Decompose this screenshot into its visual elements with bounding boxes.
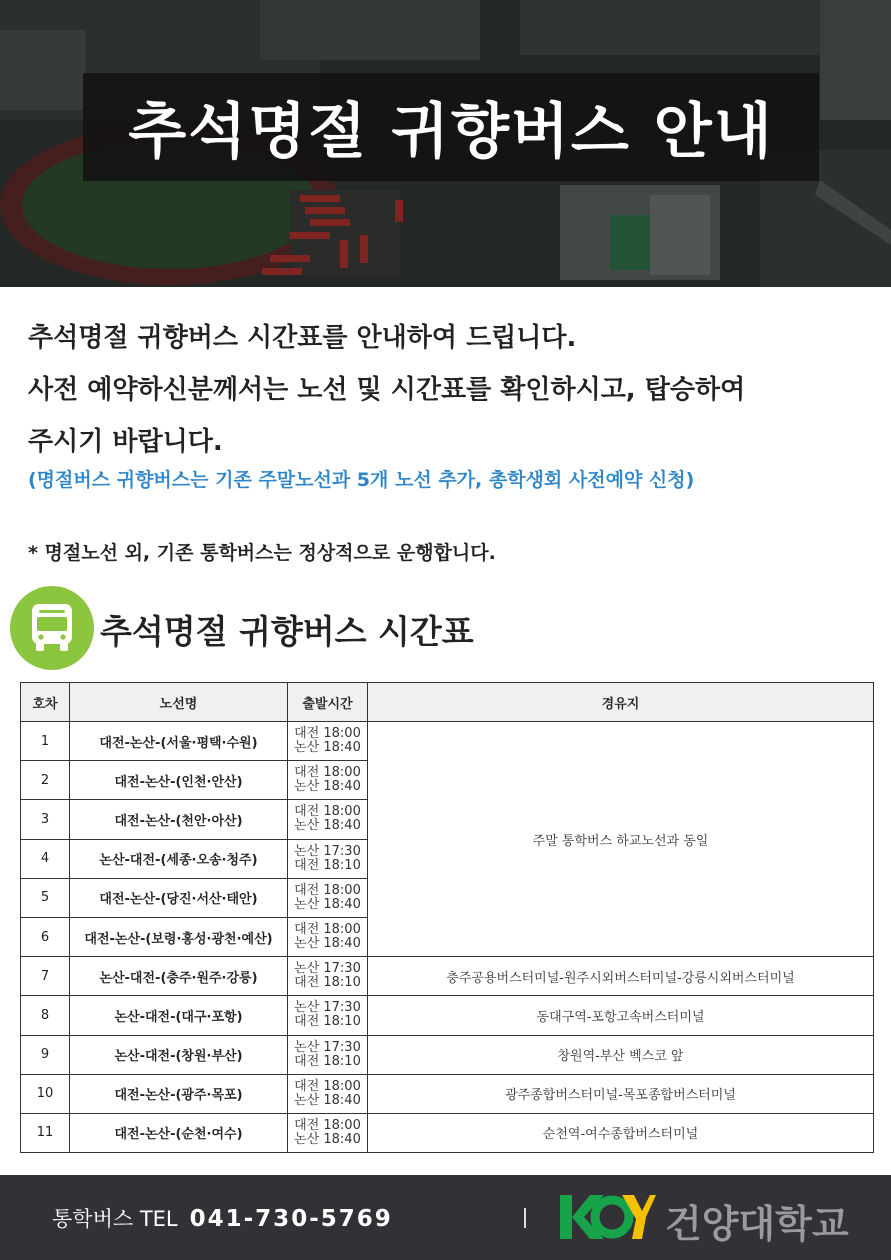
departure-time-2: 논산 18:40: [294, 779, 361, 795]
header-cell-via: 경유지: [368, 683, 874, 722]
departure-time: [288, 839, 368, 878]
bus-no: 9: [21, 1035, 70, 1074]
departure-time: [288, 800, 368, 839]
bus-no: 4: [21, 839, 70, 878]
departure-time-2: 논산 18:40: [294, 818, 361, 834]
via-stops: 광주종합버스터미널-목포종합버스터미널: [368, 1074, 874, 1113]
route-name: 논산-대전-(세종·오송·청주): [70, 839, 288, 878]
departure-time-2: 논산 18:40: [294, 896, 361, 912]
bus-no: 8: [21, 996, 70, 1035]
departure-time-1: 논산 17:30: [294, 1000, 361, 1016]
route-name: 대전-논산-(순천·여수): [70, 1113, 288, 1152]
header-cell-time: 출발시간: [288, 683, 368, 722]
departure-time-1: 대전 18:00: [294, 726, 361, 742]
bus-no: 6: [21, 917, 70, 956]
departure-time: [288, 1113, 368, 1152]
bus-no: 10: [21, 1074, 70, 1113]
departure-time-2: 대전 18:10: [294, 857, 361, 873]
intro-line-3: 주시기 바랍니다.: [28, 427, 223, 457]
departure-time-1: 대전 18:00: [294, 922, 361, 938]
departure-time-1: 대전 18:00: [294, 1078, 361, 1094]
route-name: 논산-대전-(충주·원주·강릉): [70, 957, 288, 996]
table-header-row: [21, 683, 874, 722]
departure-time: [288, 1074, 368, 1113]
footer-contact: [52, 1203, 393, 1233]
bus-no: 7: [21, 957, 70, 996]
route-name: 대전-논산-(광주·목포): [70, 1074, 288, 1113]
via-stops: 동대구역-포항고속버스터미널: [368, 996, 874, 1035]
bus-no: 11: [21, 1113, 70, 1152]
intro-sub-note: * 명절노선 외, 기존 통학버스는 정상적으로 운행합니다.: [28, 542, 496, 564]
intro-line-1: 추석명절 귀향버스 시간표를 안내하여 드립니다.: [28, 323, 577, 353]
departure-time-1: 대전 18:00: [294, 804, 361, 820]
bus-no: 2: [21, 761, 70, 800]
via-stops: 충주공용버스터미널-원주시외버스터미널-강릉시외버스터미널: [368, 957, 874, 996]
header-cell-no: 호차: [21, 683, 70, 722]
route-name: 대전-논산-(천안·아산): [70, 800, 288, 839]
departure-time-1: 논산 17:30: [294, 843, 361, 859]
route-name: 대전-논산-(서울·평택·수원): [70, 722, 288, 761]
departure-time-2: 대전 18:10: [294, 1053, 361, 1069]
bus-schedule-table: [20, 682, 874, 1153]
route-name: 대전-논산-(인천·안산): [70, 761, 288, 800]
bus-no: 5: [21, 878, 70, 917]
departure-time-2: 대전 18:10: [294, 1014, 361, 1030]
route-name: 대전-논산-(당진·서산·태안): [70, 878, 288, 917]
departure-time-1: 논산 17:30: [294, 1039, 361, 1055]
departure-time-1: 대전 18:00: [294, 765, 361, 781]
departure-time: [288, 878, 368, 917]
route-name: 논산-대전-(대구·포항): [70, 996, 288, 1035]
page-title: 추석명절 귀향버스 안내: [128, 97, 774, 167]
bus-no: 1: [21, 722, 70, 761]
departure-time-2: 논산 18:40: [294, 740, 361, 756]
shared-via-cell: 주말 통학버스 하교노선과 동일: [368, 722, 874, 957]
bus-icon: [10, 586, 94, 670]
table-row: [21, 1074, 874, 1113]
via-stops: 창원역-부산 벡스코 앞: [368, 1035, 874, 1074]
intro-section: [28, 312, 878, 565]
departure-time: [288, 957, 368, 996]
intro-line-2: 사전 예약하신분께서는 노선 및 시간표를 확인하시고, 탑승하여: [28, 375, 746, 405]
route-name: 대전-논산-(보령·홍성·광천·예산): [70, 917, 288, 956]
departure-time-2: 대전 18:10: [294, 975, 361, 991]
tel-number[interactable]: 041-730-5769: [189, 1206, 393, 1232]
departure-time: [288, 722, 368, 761]
footer-bar: [0, 1175, 891, 1260]
departure-time: [288, 996, 368, 1035]
departure-time-2: 논산 18:40: [294, 1131, 361, 1147]
departure-time-2: 논산 18:40: [294, 1092, 361, 1108]
footer-divider: [524, 1208, 526, 1228]
table-row: [21, 722, 874, 761]
table-row: [21, 1113, 874, 1152]
table-row: [21, 1035, 874, 1074]
university-name: 건양대학교: [665, 1202, 849, 1246]
departure-time-1: 논산 17:30: [294, 961, 361, 977]
route-name: 논산-대전-(창원·부산): [70, 1035, 288, 1074]
departure-time-1: 대전 18:00: [294, 882, 361, 898]
departure-time: [288, 761, 368, 800]
table-row: [21, 957, 874, 996]
hero-banner: [0, 0, 891, 287]
departure-time-1: 대전 18:00: [294, 1117, 361, 1133]
section-title: 추석명절 귀향버스 시간표: [100, 612, 474, 651]
departure-time: [288, 1035, 368, 1074]
hero-title-box: [83, 73, 819, 181]
departure-time-2: 논산 18:40: [294, 936, 361, 952]
bus-no: 3: [21, 800, 70, 839]
departure-time: [288, 917, 368, 956]
tel-label: 통학버스 TEL: [52, 1207, 178, 1231]
intro-note: (명절버스 귀향버스는 기존 주말노선과 5개 노선 추가, 총학생회 사전예약 신청): [28, 469, 695, 491]
via-stops: 순천역-여수종합버스터미널: [368, 1113, 874, 1152]
table-row: [21, 996, 874, 1035]
university-logo-mark: [560, 1193, 656, 1241]
header-cell-route: 노선명: [70, 683, 288, 722]
